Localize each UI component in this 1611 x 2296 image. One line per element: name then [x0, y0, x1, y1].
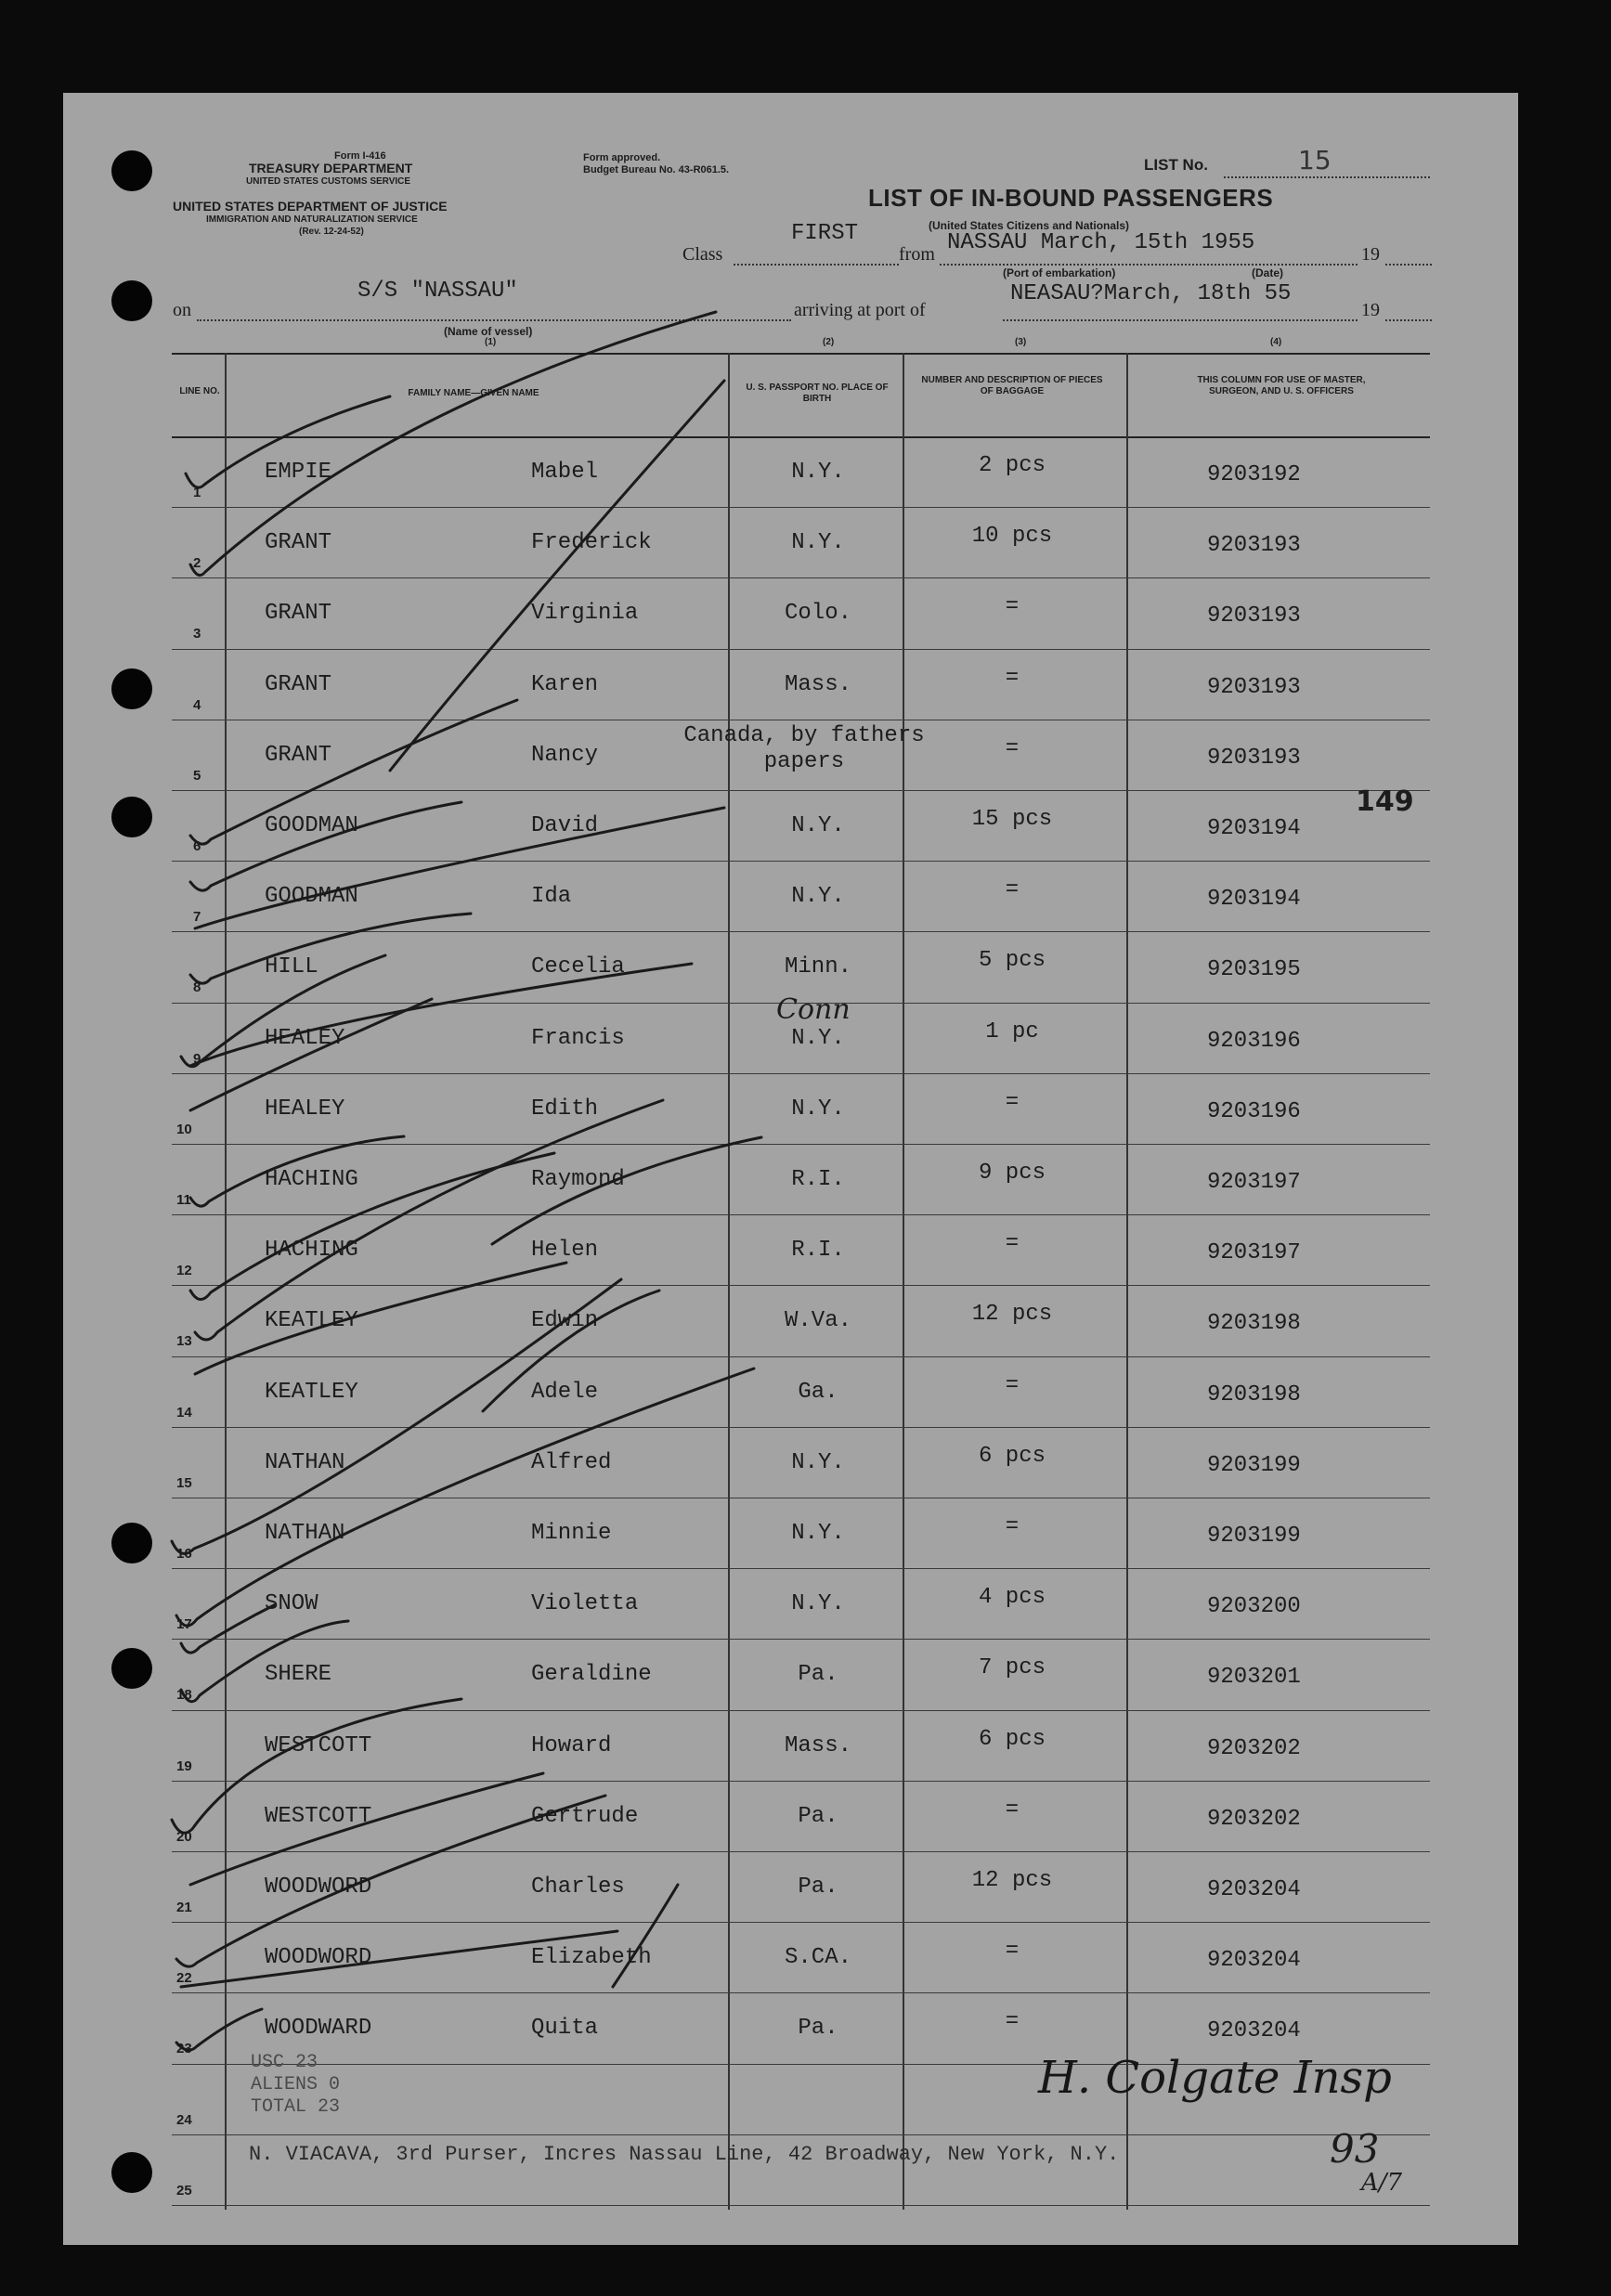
check-mark: [492, 1137, 761, 1244]
arriving-label: arriving at port of: [794, 300, 926, 320]
vessel-caption-no: (1): [485, 337, 497, 347]
given-name: Raymond: [531, 1167, 625, 1192]
line-number: 13: [176, 1333, 192, 1349]
line-number: 24: [176, 2112, 192, 2128]
list-subtitle: (United States Citizens and Nationals): [929, 219, 1130, 232]
baggage: 6 pcs: [978, 1727, 1046, 1752]
family-name: GRANT: [265, 530, 332, 555]
year-suffix-2: 19: [1361, 300, 1380, 320]
baggage: 10 pcs: [971, 524, 1053, 549]
baggage: 12 pcs: [971, 1868, 1053, 1893]
check-mark: [181, 1931, 617, 1987]
place-of-birth: Pa.: [798, 2016, 838, 2041]
given-name: Edwin: [531, 1308, 599, 1333]
given-name: Francis: [531, 1026, 625, 1051]
place-of-birth: R.I.: [791, 1238, 845, 1263]
family-name: KEATLEY: [265, 1380, 358, 1405]
vessel-value: S/S "NASSAU": [357, 279, 518, 304]
line-number: 23: [176, 2041, 192, 2056]
place-of-birth: N.Y.: [791, 1096, 845, 1122]
baggage: =: [1005, 736, 1020, 761]
officer-number: 9203199: [1207, 1453, 1301, 1478]
family-name: NATHAN: [265, 1450, 345, 1475]
officer-number: 9203204: [1207, 1877, 1301, 1902]
baggage: =: [1005, 1373, 1020, 1398]
given-name: Cecelia: [531, 954, 625, 979]
family-name: KEATLEY: [265, 1308, 358, 1333]
officer-number: 9203197: [1207, 1240, 1301, 1265]
baggage: 2 pcs: [978, 453, 1046, 478]
line-number: 20: [176, 1829, 192, 1845]
check-mark: [195, 1100, 663, 1340]
officer-number: 9203202: [1207, 1736, 1301, 1761]
place-of-birth: W.Va.: [784, 1308, 851, 1333]
date-caption: (Date): [1252, 266, 1284, 279]
family-name: GOODMAN: [265, 884, 358, 909]
officer-number: 9203196: [1207, 1029, 1301, 1054]
place-of-birth: N.Y.: [791, 1591, 845, 1616]
line-number: 15: [176, 1475, 192, 1491]
header-line-no: LINE NO.: [179, 386, 220, 396]
from-label: from: [899, 244, 935, 265]
officer-number: 9203194: [1207, 816, 1301, 841]
family-name: WESTCOTT: [265, 1733, 372, 1758]
check-mark: [172, 1279, 621, 1553]
family-name: NATHAN: [265, 1521, 345, 1546]
check-mark: [181, 1621, 348, 1702]
signature-sub: A/7: [1361, 2169, 1403, 2197]
check-mark: [176, 1369, 754, 1626]
officer-number: 9203202: [1207, 1807, 1301, 1832]
family-name: GRANT: [265, 672, 332, 697]
baggage: =: [1005, 2009, 1020, 2034]
total-all: TOTAL 23: [251, 2096, 341, 2118]
given-name: Charles: [531, 1874, 625, 1900]
side-number: 149: [1356, 785, 1414, 818]
line-number: 3: [193, 626, 201, 642]
place-of-birth: Pa.: [798, 1804, 838, 1829]
given-name: Geraldine: [531, 1662, 652, 1687]
customs-service: UNITED STATES CUSTOMS SERVICE: [246, 176, 411, 187]
family-name: HACHING: [265, 1238, 358, 1263]
line-number: 2: [193, 555, 201, 571]
line-number: 10: [176, 1122, 192, 1137]
baggage: 7 pcs: [978, 1655, 1046, 1680]
family-name: WOODWORD: [265, 1945, 372, 1970]
officer-number: 9203198: [1207, 1382, 1301, 1407]
line-number: 18: [176, 1687, 192, 1703]
justice-dept: UNITED STATES DEPARTMENT OF JUSTICE: [173, 199, 448, 214]
officer-number: 9203193: [1207, 533, 1301, 558]
check-mark: [190, 999, 432, 1110]
line-number: 7: [193, 909, 201, 925]
check-mark: [181, 955, 385, 1067]
officer-number: 9203204: [1207, 1948, 1301, 1973]
baggage: 6 pcs: [978, 1444, 1046, 1469]
officer-number: 9203193: [1207, 603, 1301, 629]
budget-bureau: Budget Bureau No. 43-R061.5.: [583, 164, 730, 175]
place-of-birth: S.CA.: [784, 1945, 851, 1970]
officer-number: 9203194: [1207, 887, 1301, 912]
signature-number: 93: [1330, 2126, 1380, 2172]
place-of-birth: R.I.: [791, 1167, 845, 1192]
baggage: =: [1005, 1797, 1020, 1823]
officer-number: 9203195: [1207, 957, 1301, 982]
treasury-dept: TREASURY DEPARTMENT: [249, 161, 413, 175]
class-value: FIRST: [791, 221, 859, 246]
check-mark: [176, 2009, 262, 2050]
place-of-birth: Mass.: [784, 1733, 851, 1758]
line-number: 12: [176, 1263, 192, 1278]
baggage: =: [1005, 666, 1020, 691]
officer-number: 9203200: [1207, 1594, 1301, 1619]
baggage: 9 pcs: [978, 1161, 1046, 1186]
header-name: FAMILY NAME—GIVEN NAME: [408, 388, 539, 398]
port-embark-caption: (Port of embarkation): [1003, 266, 1116, 279]
place-of-birth: N.Y.: [791, 1450, 845, 1475]
inspector-signature: H. Colgate Insp: [1038, 2052, 1392, 2104]
col3-caption: (3): [1015, 337, 1027, 347]
place-of-birth: Pa.: [798, 1874, 838, 1900]
place-of-birth: N.Y.: [791, 460, 845, 485]
given-name: Nancy: [531, 743, 599, 768]
baggage: =: [1005, 1231, 1020, 1256]
line-number: 6: [193, 838, 201, 854]
list-no-value: 15: [1298, 145, 1332, 175]
list-no-label: LIST No.: [1144, 156, 1208, 174]
year-suffix: 19: [1361, 244, 1380, 265]
check-mark: [186, 396, 390, 487]
family-name: HILL: [265, 954, 318, 979]
officer-number: 9203197: [1207, 1170, 1301, 1195]
family-name: SNOW: [265, 1591, 318, 1616]
baggage: 1 pc: [985, 1019, 1039, 1044]
given-name: Frederick: [531, 530, 652, 555]
family-name: GRANT: [265, 743, 332, 768]
family-name: HEALEY: [265, 1096, 345, 1122]
family-name: HACHING: [265, 1167, 358, 1192]
baggage: 12 pcs: [971, 1302, 1053, 1327]
family-name: GRANT: [265, 601, 332, 626]
given-name: Gertrude: [531, 1804, 639, 1829]
family-name: WESTCOTT: [265, 1804, 372, 1829]
line-number: 9: [193, 1051, 201, 1067]
baggage: 5 pcs: [978, 948, 1046, 973]
check-mark: [190, 700, 517, 844]
line-number: 1: [193, 485, 201, 500]
check-mark: [190, 914, 471, 983]
line-number: 4: [193, 697, 201, 713]
officer-number: 9203201: [1207, 1665, 1301, 1690]
vessel-caption: (Name of vessel): [444, 325, 533, 338]
place-of-birth: Canada, by fathers papers: [683, 723, 925, 774]
officer-number: 9203193: [1207, 675, 1301, 700]
line-number: 8: [193, 979, 201, 995]
place-of-birth: N.Y.: [791, 1026, 845, 1051]
place-of-birth: N.Y.: [791, 530, 845, 555]
place-of-birth: Minn.: [784, 954, 851, 979]
officer-number: 9203199: [1207, 1524, 1301, 1549]
family-name: SHERE: [265, 1662, 332, 1687]
line-number: 11: [176, 1192, 191, 1208]
arriving-value: NEASAU?March, 18th 55: [1010, 281, 1292, 306]
given-name: Elizabeth: [531, 1945, 652, 1970]
check-mark: [613, 1885, 678, 1987]
baggage: =: [1005, 877, 1020, 902]
line-number: 5: [193, 768, 201, 784]
line-number: 14: [176, 1405, 192, 1420]
family-name: GOODMAN: [265, 813, 358, 838]
check-mark: [190, 1136, 404, 1206]
place-of-birth: Colo.: [784, 601, 851, 626]
place-of-birth: Mass.: [784, 672, 851, 697]
family-name: WOODWORD: [265, 1874, 372, 1900]
header-officers: THIS COLUMN FOR USE OF MASTER, SURGEON, AND U. S. OFFICERS: [1197, 375, 1366, 396]
check-mark: [172, 1699, 461, 1833]
given-name: David: [531, 813, 599, 838]
header-passport: U. S. PASSPORT NO. PLACE OF BIRTH: [746, 383, 889, 404]
col4-caption: (4): [1270, 337, 1282, 347]
line-number: 17: [176, 1616, 192, 1632]
birth-correction: Conn: [776, 993, 851, 1026]
place-of-birth: N.Y.: [791, 884, 845, 909]
given-name: Howard: [531, 1733, 612, 1758]
given-name: Adele: [531, 1380, 599, 1405]
given-name: Mabel: [531, 460, 599, 485]
baggage: =: [1005, 1939, 1020, 1964]
officer-number: 9203192: [1207, 462, 1301, 487]
place-of-birth: Pa.: [798, 1662, 838, 1687]
officer-number: 9203193: [1207, 746, 1301, 771]
check-mark: [181, 1605, 274, 1653]
given-name: Edith: [531, 1096, 599, 1122]
check-mark: [195, 1263, 566, 1374]
check-mark: [390, 381, 724, 771]
given-name: Alfred: [531, 1450, 612, 1475]
line-number: 19: [176, 1758, 192, 1774]
baggage: 4 pcs: [978, 1585, 1046, 1610]
header-baggage: NUMBER AND DESCRIPTION OF PIECES OF BAGGAGE: [921, 375, 1103, 396]
baggage: =: [1005, 594, 1020, 619]
family-name: WOODWARD: [265, 2016, 372, 2041]
officer-number: 9203198: [1207, 1311, 1301, 1336]
check-mark: [195, 808, 724, 928]
given-name: Karen: [531, 672, 599, 697]
form-approved: Form approved.: [583, 152, 661, 163]
given-name: Virginia: [531, 601, 639, 626]
family-name: HEALEY: [265, 1026, 345, 1051]
place-of-birth: N.Y.: [791, 813, 845, 838]
purser-line: N. VIACAVA, 3rd Purser, Incres Nassau Line, 42 Broadway, New York, N.Y.: [249, 2143, 1120, 2166]
baggage: =: [1005, 1514, 1020, 1539]
officer-number: 9203196: [1207, 1099, 1301, 1124]
given-name: Minnie: [531, 1521, 612, 1546]
check-mark: [483, 1291, 659, 1411]
form-number: Form I-416: [334, 150, 386, 162]
line-number: 22: [176, 1970, 192, 1986]
baggage: 15 pcs: [971, 807, 1053, 832]
line-number: 25: [176, 2183, 192, 2199]
total-aliens: ALIENS 0: [251, 2074, 341, 2095]
check-mark: [190, 802, 461, 890]
place-of-birth: N.Y.: [791, 1521, 845, 1546]
given-name: Quita: [531, 2016, 599, 2041]
given-name: Violetta: [531, 1591, 639, 1616]
total-usc: USC 23: [251, 2052, 318, 2073]
family-name: EMPIE: [265, 460, 332, 485]
check-mark: [190, 1773, 543, 1885]
class-label: Class: [682, 244, 723, 265]
ins-service: IMMIGRATION AND NATURALIZATION SERVICE: [206, 214, 418, 225]
list-title: LIST OF IN-BOUND PASSENGERS: [868, 184, 1274, 212]
line-number: 21: [176, 1900, 192, 1915]
line-number: 16: [176, 1546, 192, 1562]
given-name: Ida: [531, 884, 572, 909]
given-name: Helen: [531, 1238, 599, 1263]
col2-caption: (2): [823, 337, 835, 347]
place-of-birth: Ga.: [798, 1380, 838, 1405]
on-label: on: [173, 300, 191, 320]
officer-number: 9203204: [1207, 2018, 1301, 2043]
baggage: =: [1005, 1090, 1020, 1115]
revision: (Rev. 12-24-52): [299, 227, 364, 237]
from-value: NASSAU March, 15th 1955: [947, 230, 1255, 255]
